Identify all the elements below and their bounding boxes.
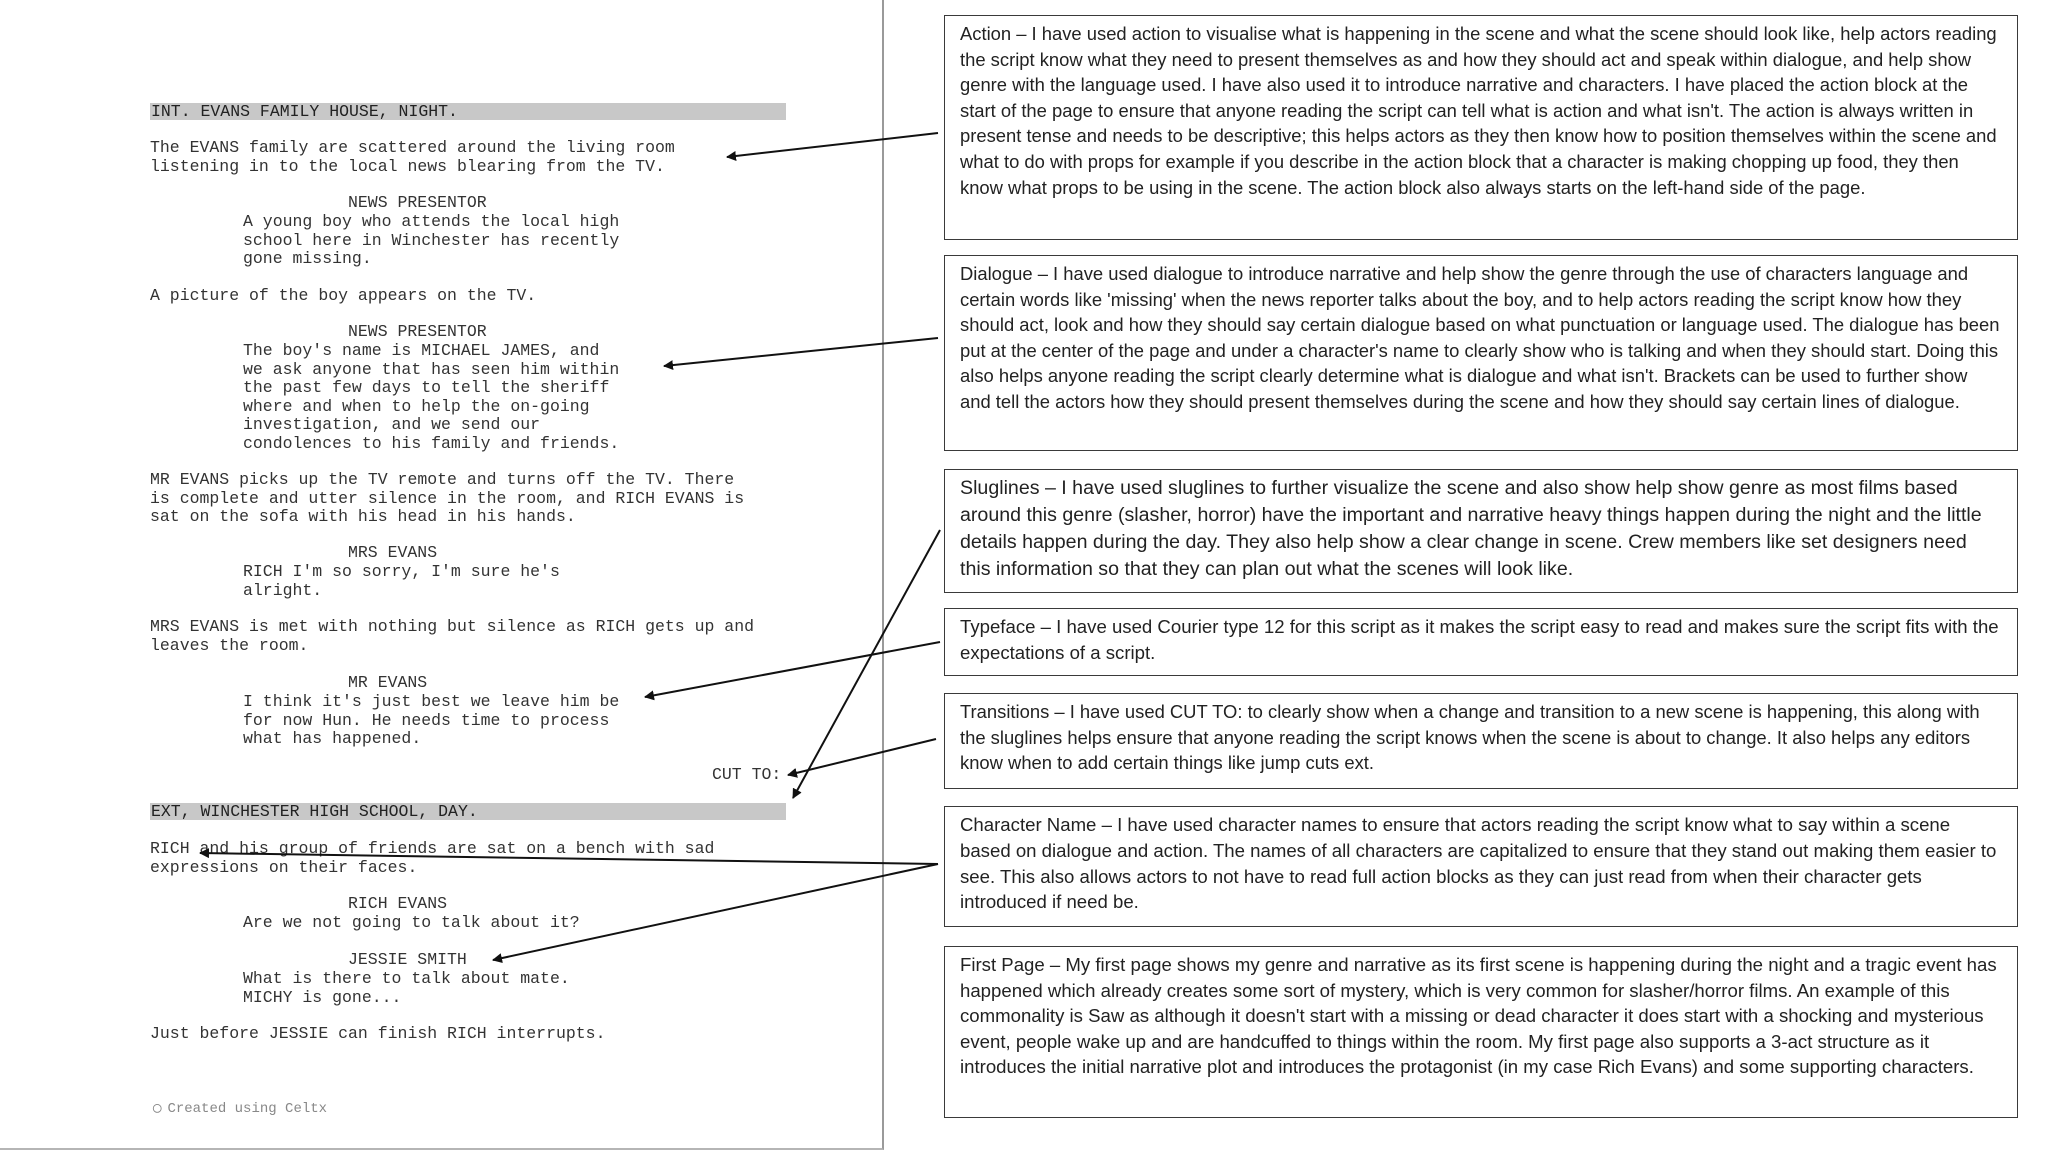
- annotation-typeface: [944, 608, 2018, 676]
- character-name: NEWS PRESENTOR: [348, 322, 487, 341]
- dialogue-block: The boy's name is MICHAEL JAMES, and we ask anyone that has seen him within the past few days to tell the sheriff where and when to help the on-going investigation, and we send our condolences to his family and friends.: [243, 341, 620, 453]
- annotation-text: Action – I have used action to visualise what is happening in the scene and what the scene should look like, help actors reading the script know what they need to present themselves as and how they should act and speak within dialogue, and help show genre with the language used. I have also used it to introduce narrative and characters. I have placed the action block at the start of the page to ensure that anyone reading the script can tell what is action and what isn't. The action is always written in present tense and needs to be descriptive; this helps actors as they then know how to position themselves within the scene and what to do with props for example if you describe in the action block that a character is making chopping up food, they then know what props to be using in the scene. The action block also always starts on the left-hand side of the page.: [960, 23, 1997, 198]
- slugline: [150, 803, 786, 820]
- annotation-text: First Page – My first page shows my genre and narrative as its first scene is happening during the night and a tragic event has happened which already creates some sort of mystery, which is very common for slasher/horror films. An example of this commonality is Saw as although it doesn't start with a missing or dead character it does start with a shocking and mysterious event, people wake up and are handcuffed to things within the room. My first page also supports a 3-act structure as it introduces the initial narrative plot and introduces the protagonist (in my case Rich Evans) and some supporting characters.: [960, 954, 1997, 1077]
- annotation-first-page: [944, 946, 2018, 1118]
- footer-text: Created using Celtx: [167, 1101, 328, 1117]
- annotation-dialogue: [944, 255, 2018, 451]
- footer: [153, 1100, 327, 1117]
- character-name: MRS EVANS: [348, 543, 438, 562]
- action-block: MRS EVANS is met with nothing but silence as RICH gets up and leaves the room.: [150, 617, 754, 655]
- annotation-character-name: [944, 806, 2018, 927]
- slugline-text: EXT, WINCHESTER HIGH SCHOOL, DAY.: [151, 802, 478, 821]
- character-name: JESSIE SMITH: [348, 950, 467, 969]
- dialogue-block: Are we not going to talk about it?: [243, 913, 580, 932]
- annotation-text: Transitions – I have used CUT TO: to clearly show when a change and transition to a new scene is happening, this along with the sluglines helps ensure that anyone reading the script knows when the scene is about to change. It also helps any editors know when to add certain things like jump cuts ext.: [960, 701, 1980, 774]
- annotation-text: Character Name – I have used character names to ensure that actors reading the script know what to say within a scene based on dialogue and action. The names of all characters are capitalized to ensure that they stand out making them easier to see. This also allows actors to not have to read full action blocks as they can just read from when their character gets introduced if need be.: [960, 814, 1997, 913]
- dialogue-block: What is there to talk about mate. MICHY is gone...: [243, 969, 570, 1007]
- action-block: MR EVANS picks up the TV remote and turns off the TV. There is complete and utter silence in the room, and RICH EVANS is sat on the sofa with his head in his hands.: [150, 470, 745, 526]
- action-block: RICH and his group of friends are sat on a bench with sad expressions on their faces.: [150, 839, 715, 877]
- transition: CUT TO:: [712, 765, 782, 784]
- slugline: [150, 103, 786, 120]
- dialogue-block: A young boy who attends the local high school here in Winchester has recently gone missing.: [243, 212, 620, 268]
- dialogue-block: RICH I'm so sorry, I'm sure he's alright.: [243, 562, 560, 600]
- character-name: MR EVANS: [348, 673, 428, 692]
- dialogue-block: I think it's just best we leave him be for now Hun. He needs time to process what has happened.: [243, 692, 620, 748]
- annotation-transitions: [944, 693, 2018, 789]
- character-name: NEWS PRESENTOR: [348, 193, 487, 212]
- annotation-text: Sluglines – I have used sluglines to further visualize the scene and also show help show genre as most films based around this genre (slasher, horror) have the important and narrative heavy things happen during the night and the little details happen during the day. They also help show a clear change in scene. Crew members like set designers need this information so that they can plan out what the scenes will look like.: [960, 477, 1982, 580]
- slugline-text: INT. EVANS FAMILY HOUSE, NIGHT.: [151, 102, 458, 121]
- celtx-logo-icon: ◯: [153, 1101, 162, 1117]
- action-block: Just before JESSIE can finish RICH interrupts.: [150, 1024, 606, 1043]
- annotation-sluglines: [944, 469, 2018, 593]
- character-name: RICH EVANS: [348, 894, 448, 913]
- action-block: The EVANS family are scattered around the living room listening in to the local news blearing from the TV.: [150, 138, 675, 176]
- annotation-text: Typeface – I have used Courier type 12 for this script as it makes the script easy to read and makes sure the script fits with the expectations of a script.: [960, 616, 1999, 663]
- action-block: A picture of the boy appears on the TV.: [150, 286, 537, 305]
- script-page: [0, 0, 884, 1150]
- annotation-action: [944, 15, 2018, 240]
- annotation-text: Dialogue – I have used dialogue to introduce narrative and help show the genre through the use of characters language and certain words like 'missing' when the news reporter talks about the boy, and to help actors reading the script know how they should act, look and how they should say certain dialogue based on what punctuation or language used. The dialogue has been put at the center of the page and under a character's name to clearly show who is talking and when they should start. Doing this also helps anyone reading the script clearly determine what is dialogue and what isn't. Brackets can be used to further show and tell the actors how they should present themselves during the scene and how they should say certain lines of dialogue.: [960, 263, 2000, 412]
